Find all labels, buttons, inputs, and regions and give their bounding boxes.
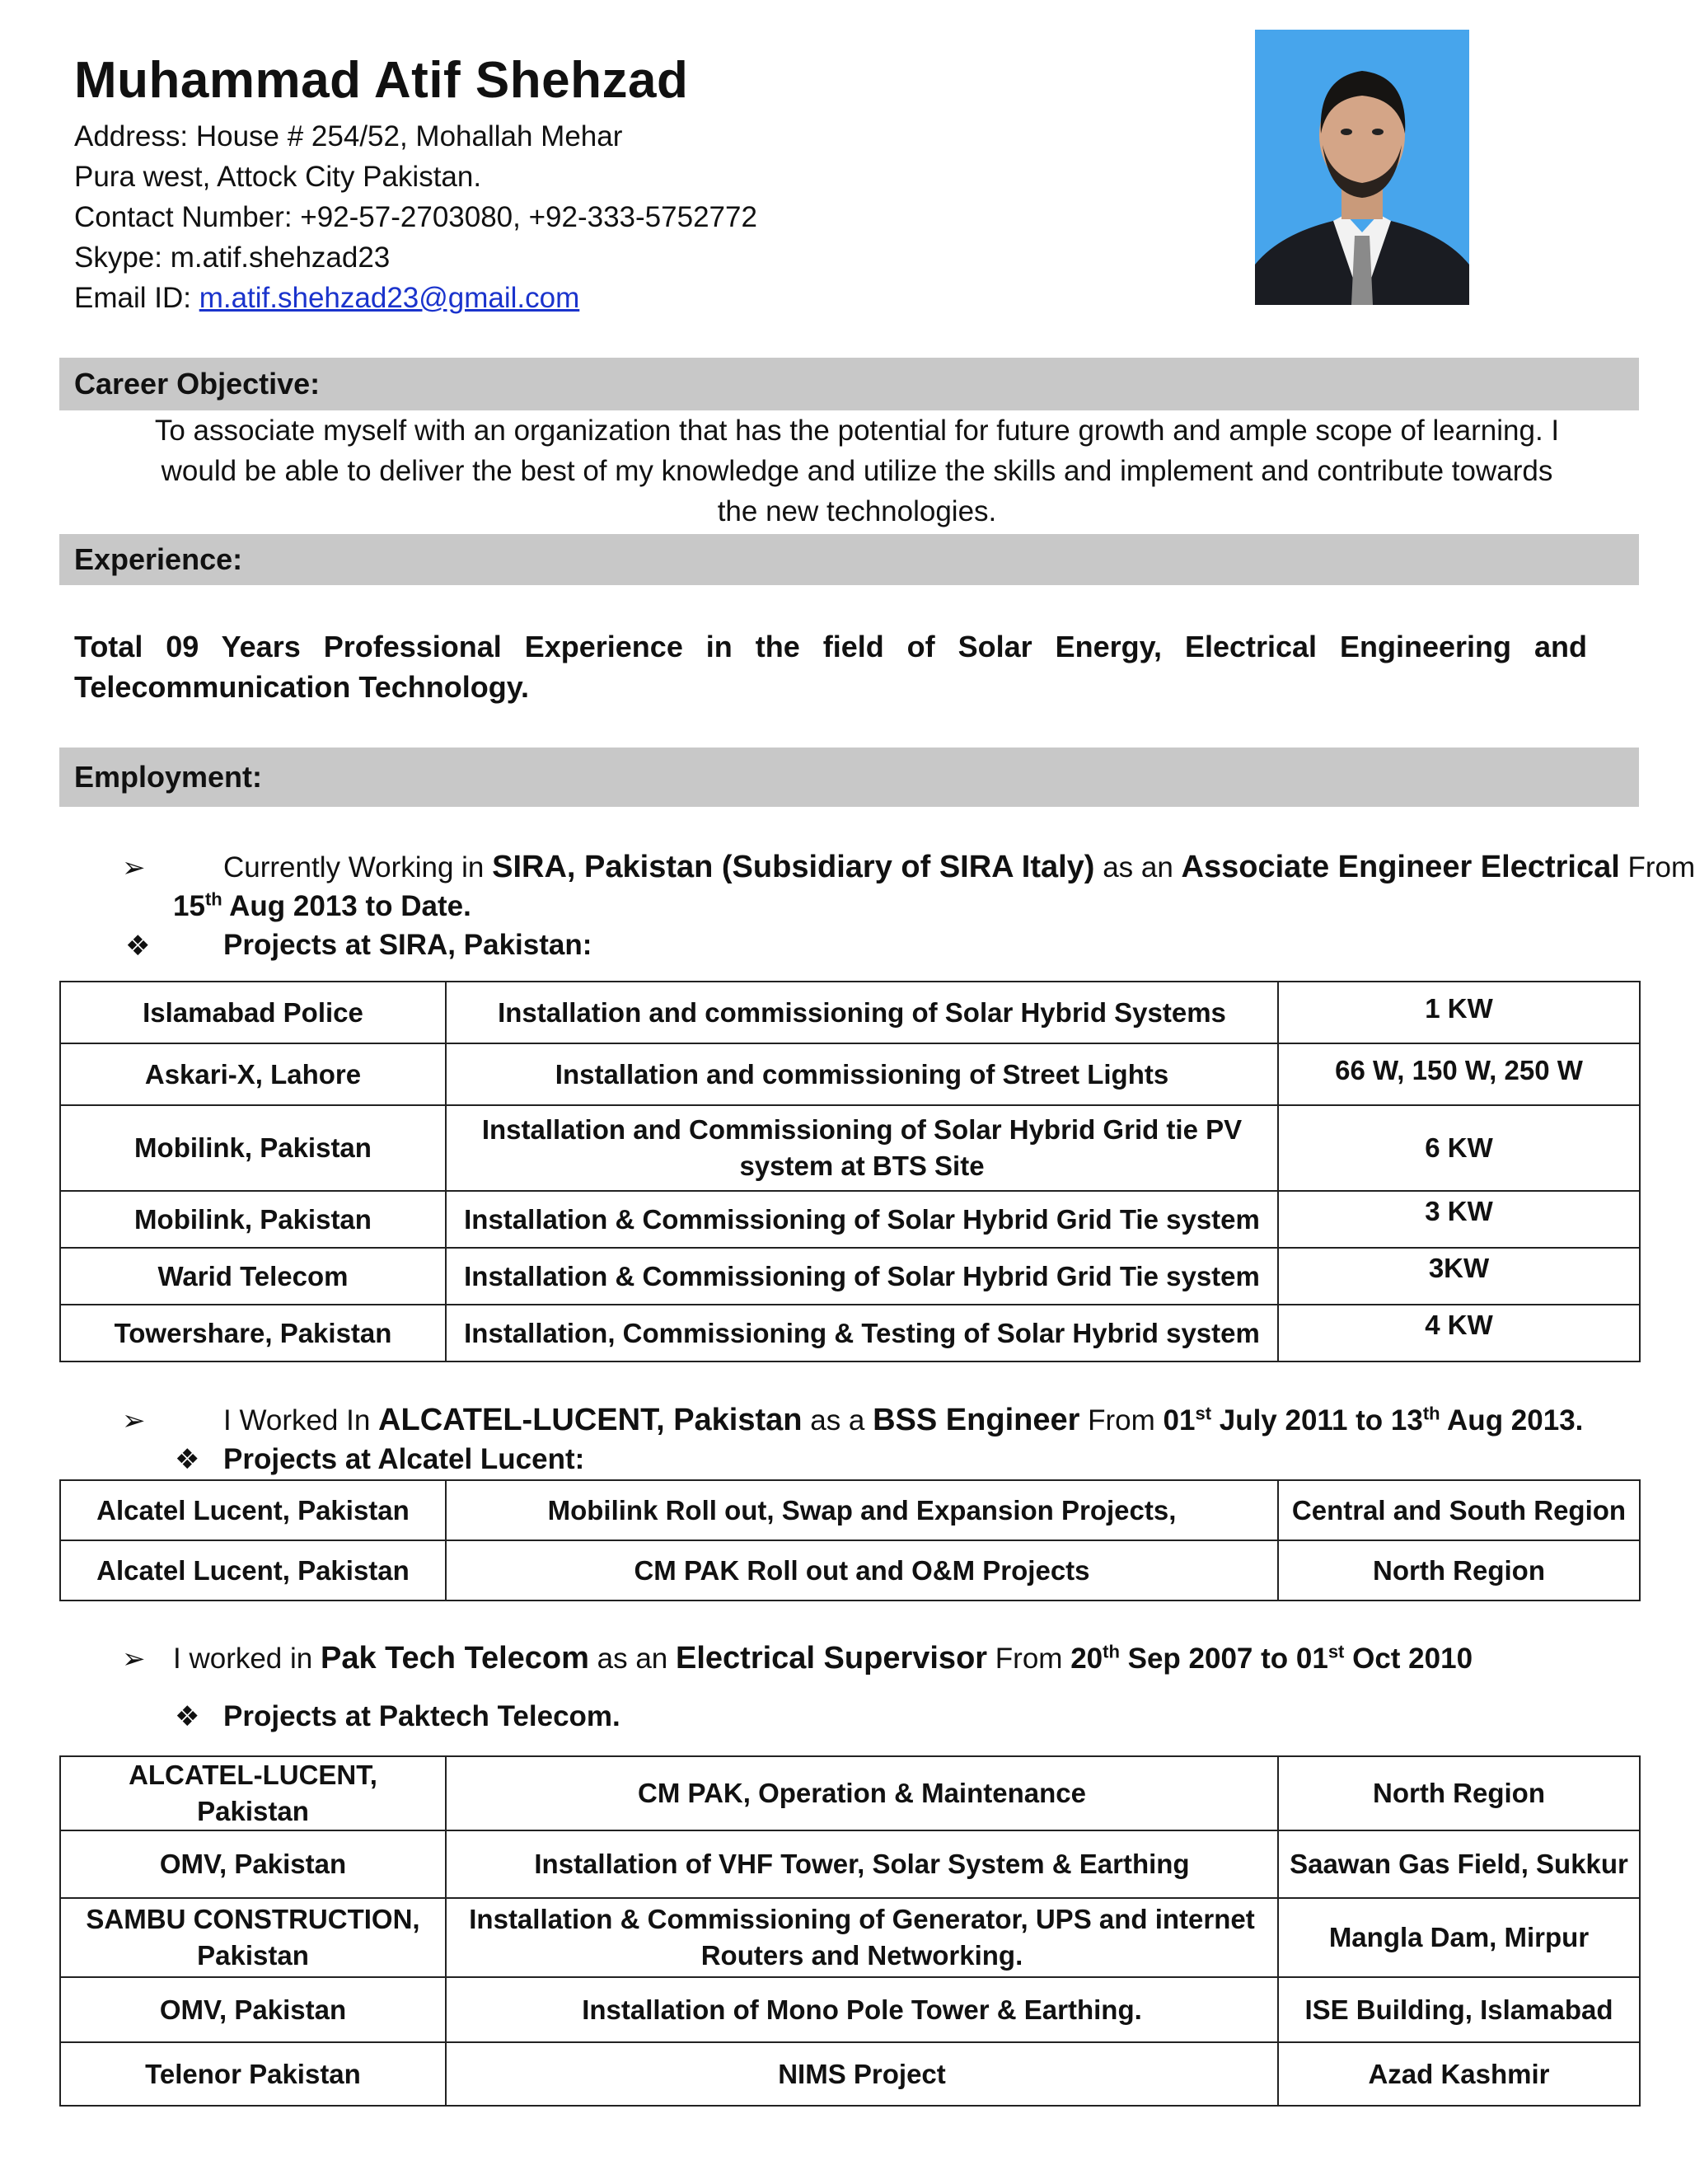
project-client: Towershare, Pakistan: [60, 1305, 446, 1361]
project-location: Mangla Dam, Mirpur: [1278, 1898, 1640, 1977]
project-description: NIMS Project: [446, 2042, 1278, 2106]
project-description: Installation and commissioning of Street Lights: [446, 1043, 1278, 1105]
contact-number: Contact Number: +92-57-2703080, +92-333-5752772: [74, 201, 757, 233]
address-line-2: Pura west, Attock City Pakistan.: [74, 161, 482, 193]
experience-heading: Experience:: [59, 534, 1639, 585]
job-1-heading: Currently Working in SIRA, Pakistan (Subsidiary of SIRA Italy) as an Associate Engineer Electrical From: [223, 850, 1695, 884]
table-row: [60, 2042, 1640, 2106]
project-client: Islamabad Police: [60, 982, 446, 1043]
project-location: ISE Building, Islamabad: [1278, 1977, 1640, 2042]
project-description: Installation, Commissioning & Testing of Solar Hybrid system: [446, 1305, 1278, 1361]
table-row: [60, 1830, 1640, 1898]
job-2-role: BSS Engineer: [873, 1403, 1080, 1437]
career-objective-heading: Career Objective:: [59, 358, 1639, 410]
project-description: CM PAK, Operation & Maintenance: [446, 1756, 1278, 1830]
project-description: Installation & Commissioning of Solar Hybrid Grid Tie system: [446, 1191, 1278, 1248]
project-client: Alcatel Lucent, Pakistan: [60, 1540, 446, 1601]
project-description: Installation & Commissioning of Generator, UPS and internet Routers and Networking.: [446, 1898, 1278, 1977]
project-region: North Region: [1278, 1540, 1640, 1601]
project-capacity: 66 W, 150 W, 250 W: [1278, 1043, 1640, 1105]
project-capacity: 1 KW: [1278, 982, 1640, 1043]
project-client: OMV, Pakistan: [60, 1977, 446, 2042]
table-row: [60, 982, 1640, 1043]
project-description: Installation & Commissioning of Solar Hybrid Grid Tie system: [446, 1248, 1278, 1305]
table-row: [60, 1480, 1640, 1540]
table-row: [60, 1898, 1640, 1977]
job-2-company: ALCATEL-LUCENT, Pakistan: [378, 1403, 803, 1437]
table-row: [60, 1977, 1640, 2042]
job-3-dates: 20th Sep 2007 to 01st Oct 2010: [1070, 1641, 1473, 1675]
job-3-role: Electrical Supervisor: [676, 1641, 988, 1675]
project-location: Saawan Gas Field, Sukkur: [1278, 1830, 1640, 1898]
project-location: North Region: [1278, 1756, 1640, 1830]
project-description: Installation and commissioning of Solar Hybrid Systems: [446, 982, 1278, 1043]
profile-photo: [1255, 30, 1469, 305]
candidate-name: Muhammad Atif Shehzad: [74, 52, 689, 109]
sira-projects-table: [59, 981, 1641, 1362]
project-client: ALCATEL-LUCENT, Pakistan: [60, 1756, 446, 1830]
job-2-dates: 01st July 2011 to 13th Aug 2013.: [1163, 1403, 1584, 1436]
table-row: [60, 1305, 1640, 1361]
table-row: [60, 1248, 1640, 1305]
table-row: [60, 1105, 1640, 1191]
employment-heading: Employment:: [59, 748, 1639, 807]
project-capacity: 6 KW: [1278, 1105, 1640, 1191]
job-3-projects-label: Projects at Paktech Telecom.: [223, 1700, 620, 1732]
job-1-dates: 15th Aug 2013 to Date.: [173, 888, 471, 922]
job-1-projects-label: Projects at SIRA, Pakistan:: [223, 929, 592, 961]
job-1-company: SIRA, Pakistan (Subsidiary of SIRA Italy): [492, 850, 1095, 884]
skype-id: Skype: m.atif.shehzad23: [74, 241, 391, 274]
project-capacity: 4 KW: [1278, 1305, 1640, 1361]
objective-line-1: To associate myself with an organization that has the potential for future growth and ample scope of learning. I: [154, 415, 1560, 447]
project-client: Telenor Pakistan: [60, 2042, 446, 2106]
project-client: SAMBU CONSTRUCTION, Pakistan: [60, 1898, 446, 1977]
project-description: Installation of Mono Pole Tower & Earthing.: [446, 1977, 1278, 2042]
project-location: Azad Kashmir: [1278, 2042, 1640, 2106]
table-row: [60, 1756, 1640, 1830]
objective-line-2: would be able to deliver the best of my knowledge and utilize the skills and implement and contribute towards: [161, 455, 1553, 487]
project-region: Central and South Region: [1278, 1480, 1640, 1540]
table-row: [60, 1540, 1640, 1601]
email-link[interactable]: m.atif.shehzad23@gmail.com: [199, 282, 580, 314]
project-client: Alcatel Lucent, Pakistan: [60, 1480, 446, 1540]
project-description: CM PAK Roll out and O&M Projects: [446, 1540, 1278, 1601]
table-row: [60, 1043, 1640, 1105]
job-1-diamond-icon: ❖: [125, 930, 151, 962]
job-2-heading: I Worked In ALCATEL-LUCENT, Pakistan as a BSS Engineer From 01st July 2011 to 13th Aug 2013.: [223, 1403, 1584, 1437]
career-objective-text: [74, 410, 1640, 532]
profile-photo-illustration: [1255, 30, 1469, 305]
job-2-diamond-icon: ❖: [175, 1444, 200, 1475]
project-client: Askari-X, Lahore: [60, 1043, 446, 1105]
paktech-projects-table: [59, 1755, 1641, 2107]
project-description: Installation and Commissioning of Solar Hybrid Grid tie PV system at BTS Site: [446, 1105, 1278, 1191]
job-3-heading: I worked in Pak Tech Telecom as an Electrical Supervisor From 20th Sep 2007 to 01st Oct 2010: [173, 1641, 1473, 1675]
job-3-company: Pak Tech Telecom: [320, 1641, 589, 1675]
job-3-arrow-icon: ➢: [122, 1643, 146, 1675]
job-1-role: Associate Engineer Electrical: [1181, 850, 1620, 884]
project-client: OMV, Pakistan: [60, 1830, 446, 1898]
project-capacity: 3KW: [1278, 1248, 1640, 1305]
email-line: [74, 278, 579, 318]
address-line-1: Address: House # 254/52, Mohallah Mehar: [74, 120, 623, 152]
table-row: [60, 1191, 1640, 1248]
project-client: Mobilink, Pakistan: [60, 1191, 446, 1248]
project-client: Warid Telecom: [60, 1248, 446, 1305]
email-label: Email ID:: [74, 282, 199, 314]
project-client: Mobilink, Pakistan: [60, 1105, 446, 1191]
project-description: Installation of VHF Tower, Solar System & Earthing: [446, 1830, 1278, 1898]
job-1-arrow-icon: ➢: [122, 852, 146, 883]
objective-line-3: the new technologies.: [717, 495, 997, 527]
experience-summary: Total 09 Years Professional Experience in the field of Solar Energy, Electrical Engineering and Telecommunication Technology.: [74, 630, 1587, 704]
job-3-diamond-icon: ❖: [175, 1701, 200, 1732]
job-2-arrow-icon: ➢: [122, 1405, 146, 1436]
project-capacity: 3 KW: [1278, 1191, 1640, 1248]
alcatel-projects-table: [59, 1479, 1641, 1601]
project-description: Mobilink Roll out, Swap and Expansion Projects,: [446, 1480, 1278, 1540]
job-2-projects-label: Projects at Alcatel Lucent:: [223, 1443, 585, 1475]
